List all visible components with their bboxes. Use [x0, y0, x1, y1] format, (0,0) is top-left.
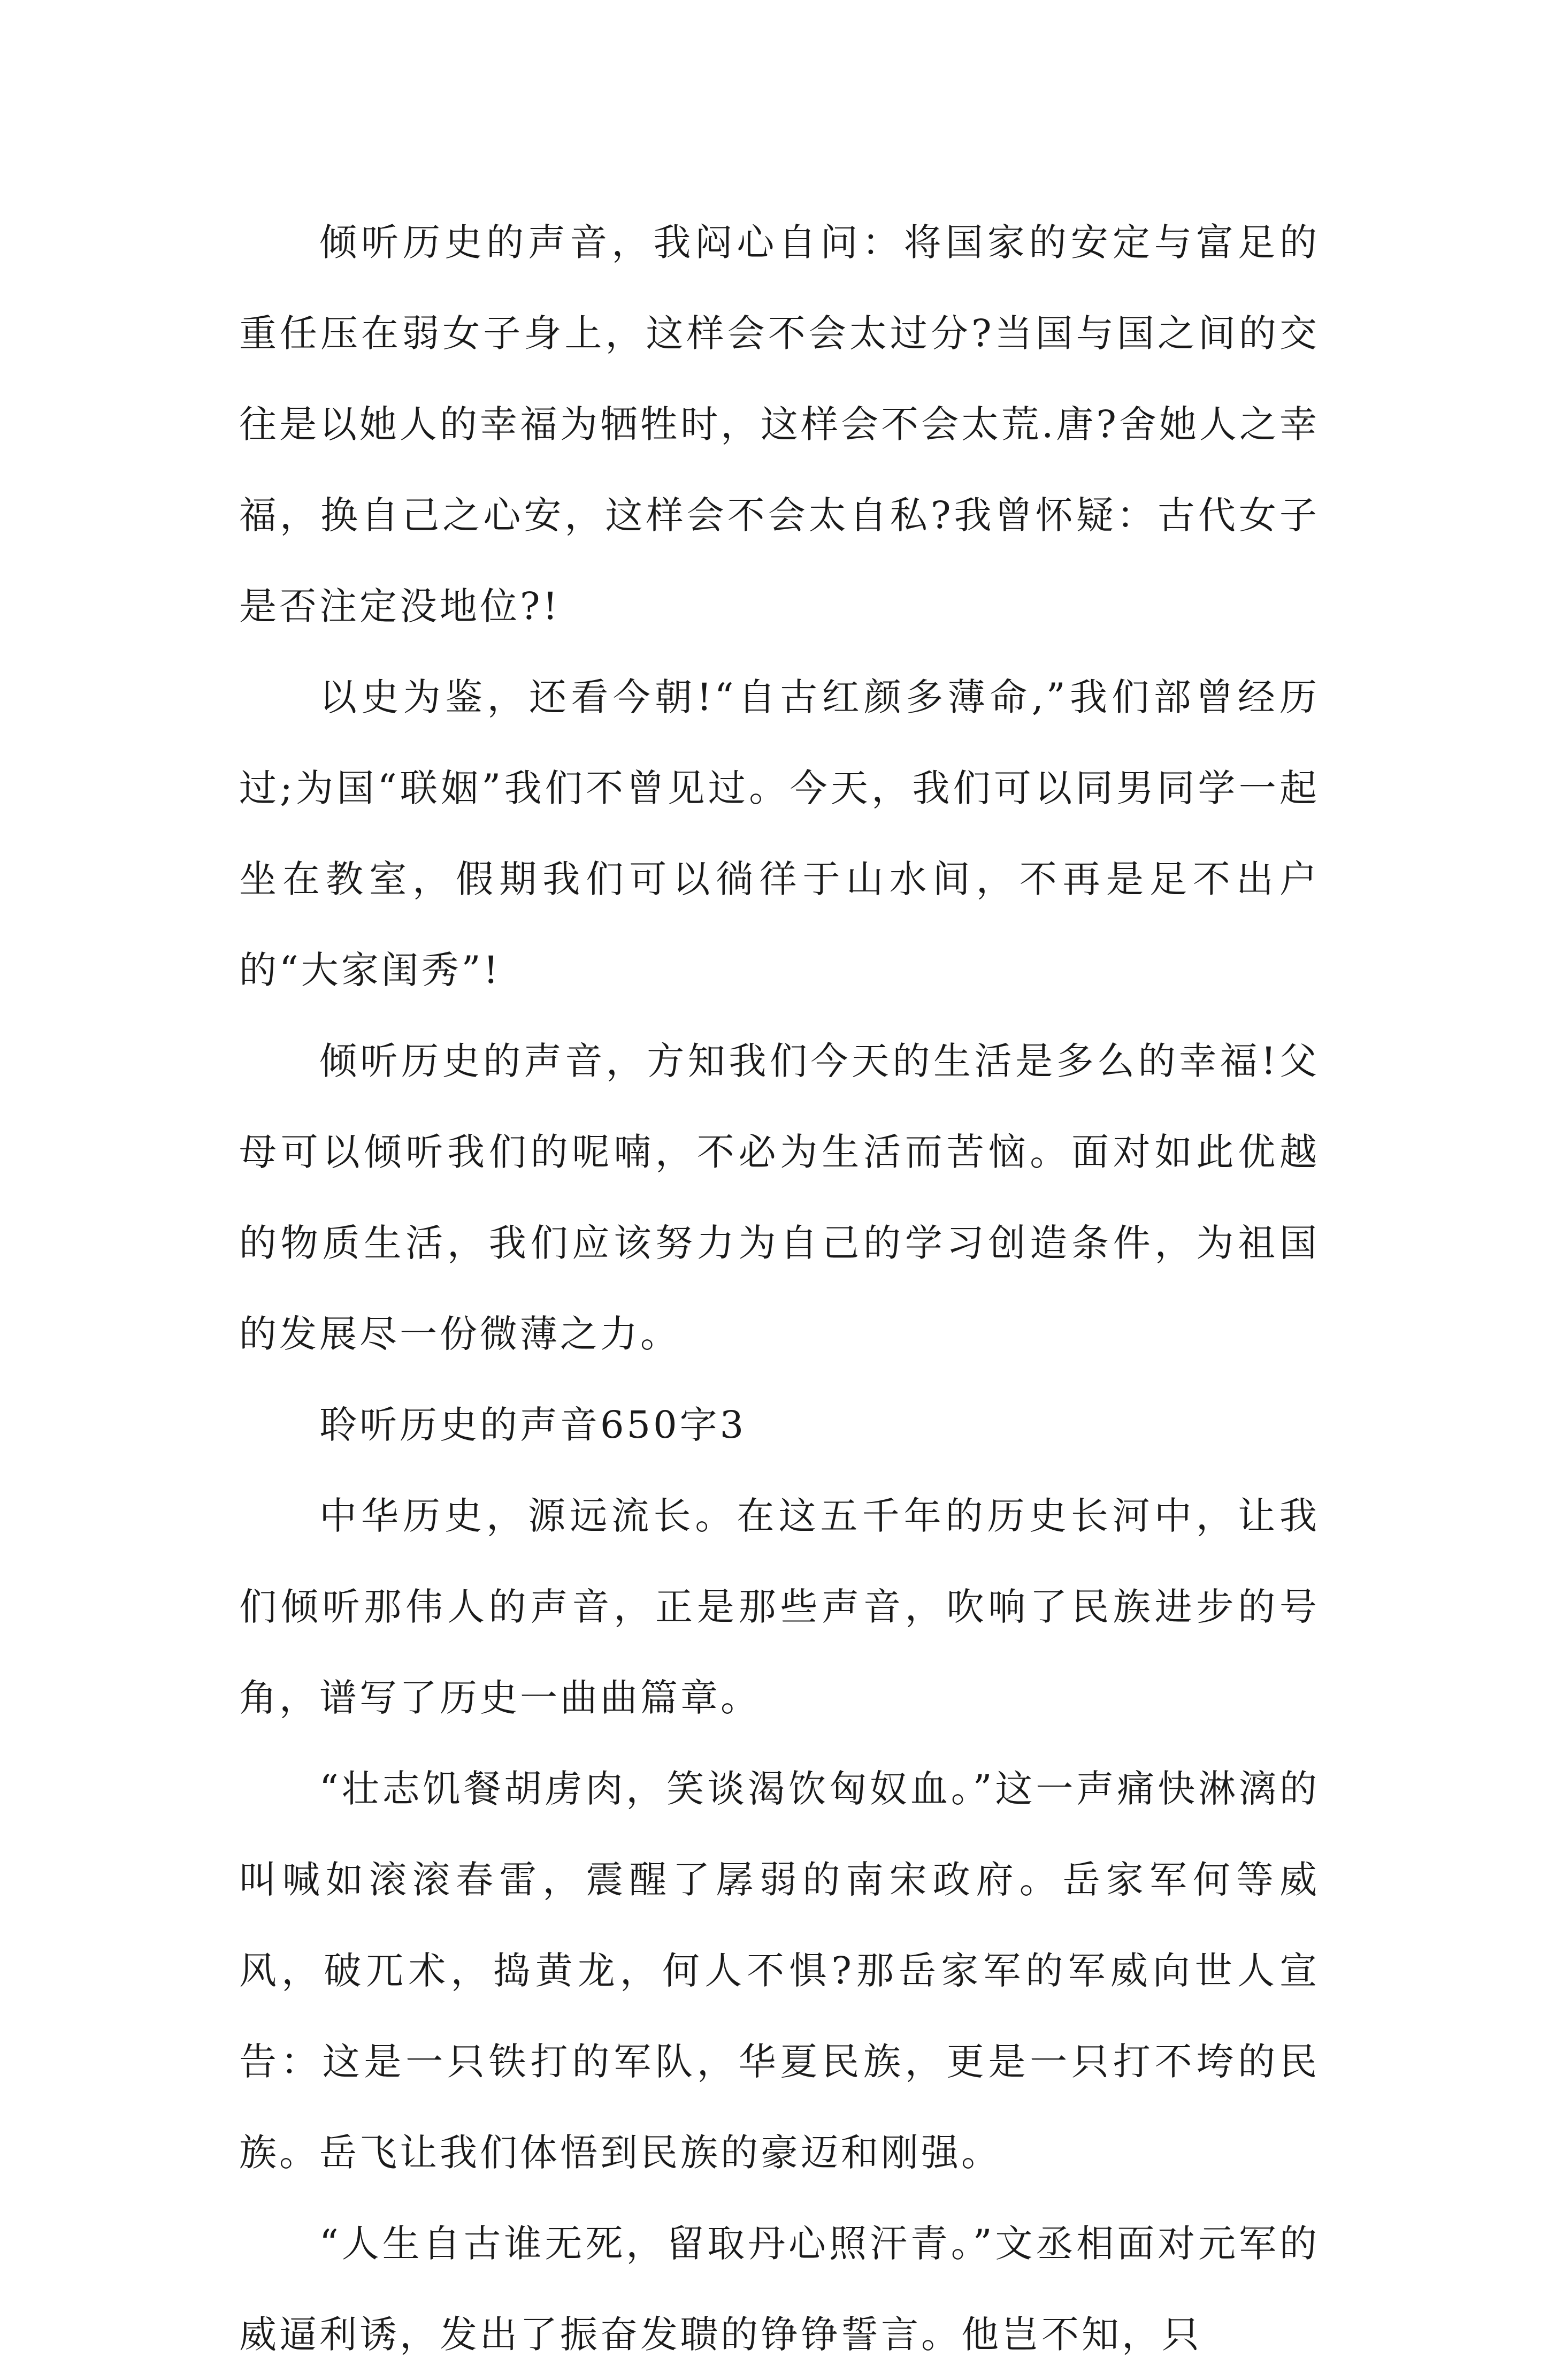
paragraph: “壮志饥餐胡虏肉，笑谈渴饮匈奴血。”这一声痛快淋漓的叫喊如滚滚春雷，震醒了孱弱的南宋政府。岳家军何等威风，破兀术，捣黄龙，何人不惧?那岳家军的军威向世人宣告：这是一只铁打的军队，华夏民族，更是一只打不垮的民族。岳飞让我们体悟到民族的豪迈和刚强。 — [239, 1767, 1320, 2175]
paragraph: 中华历史，源远流长。在这五千年的历史长河中，让我们倾听那伟人的声音，正是那些声音，吹响了民族进步的号角，谱写了历史一曲曲篇章。 — [239, 1494, 1320, 1720]
section-title: 聆听历史的声音650字3 — [319, 1403, 747, 1447]
paragraph: 倾听历史的声音，方知我们今天的生活是多么的幸福!父母可以倾听我们的呢喃，不必为生活而苦恼。面对如此优越的物质生活，我们应该努力为自己的学习创造条件，为祖国的发展尽一份微薄之力。 — [239, 1039, 1320, 1356]
document-body — [239, 197, 1320, 2380]
paragraph: “人生自古谁无死，留取丹心照汗青。”文丞相面对元军的威逼利诱，发出了振奋发聩的铮铮誓言。他岂不知，只 — [239, 2222, 1320, 2356]
paragraph: 倾听历史的声音，我闷心自问：将国家的安定与富足的重任压在弱女子身上，这样会不会太过分?当国与国之间的交往是以她人的幸福为牺牲时，这样会不会太荒.唐?舍她人之幸福，换自己之心安，这样会不会太自私?我曾怀疑：古代女子是否注定没地位?! — [239, 220, 1320, 628]
paragraph: 以史为鉴，还看今朝!“自古红颜多薄命,”我们部曾经历过;为国“联姻”我们不曾见过。今天，我们可以同男同学一起坐在教室，假期我们可以徜徉于山水间，不再是足不出户的“大家闺秀”! — [239, 675, 1320, 992]
